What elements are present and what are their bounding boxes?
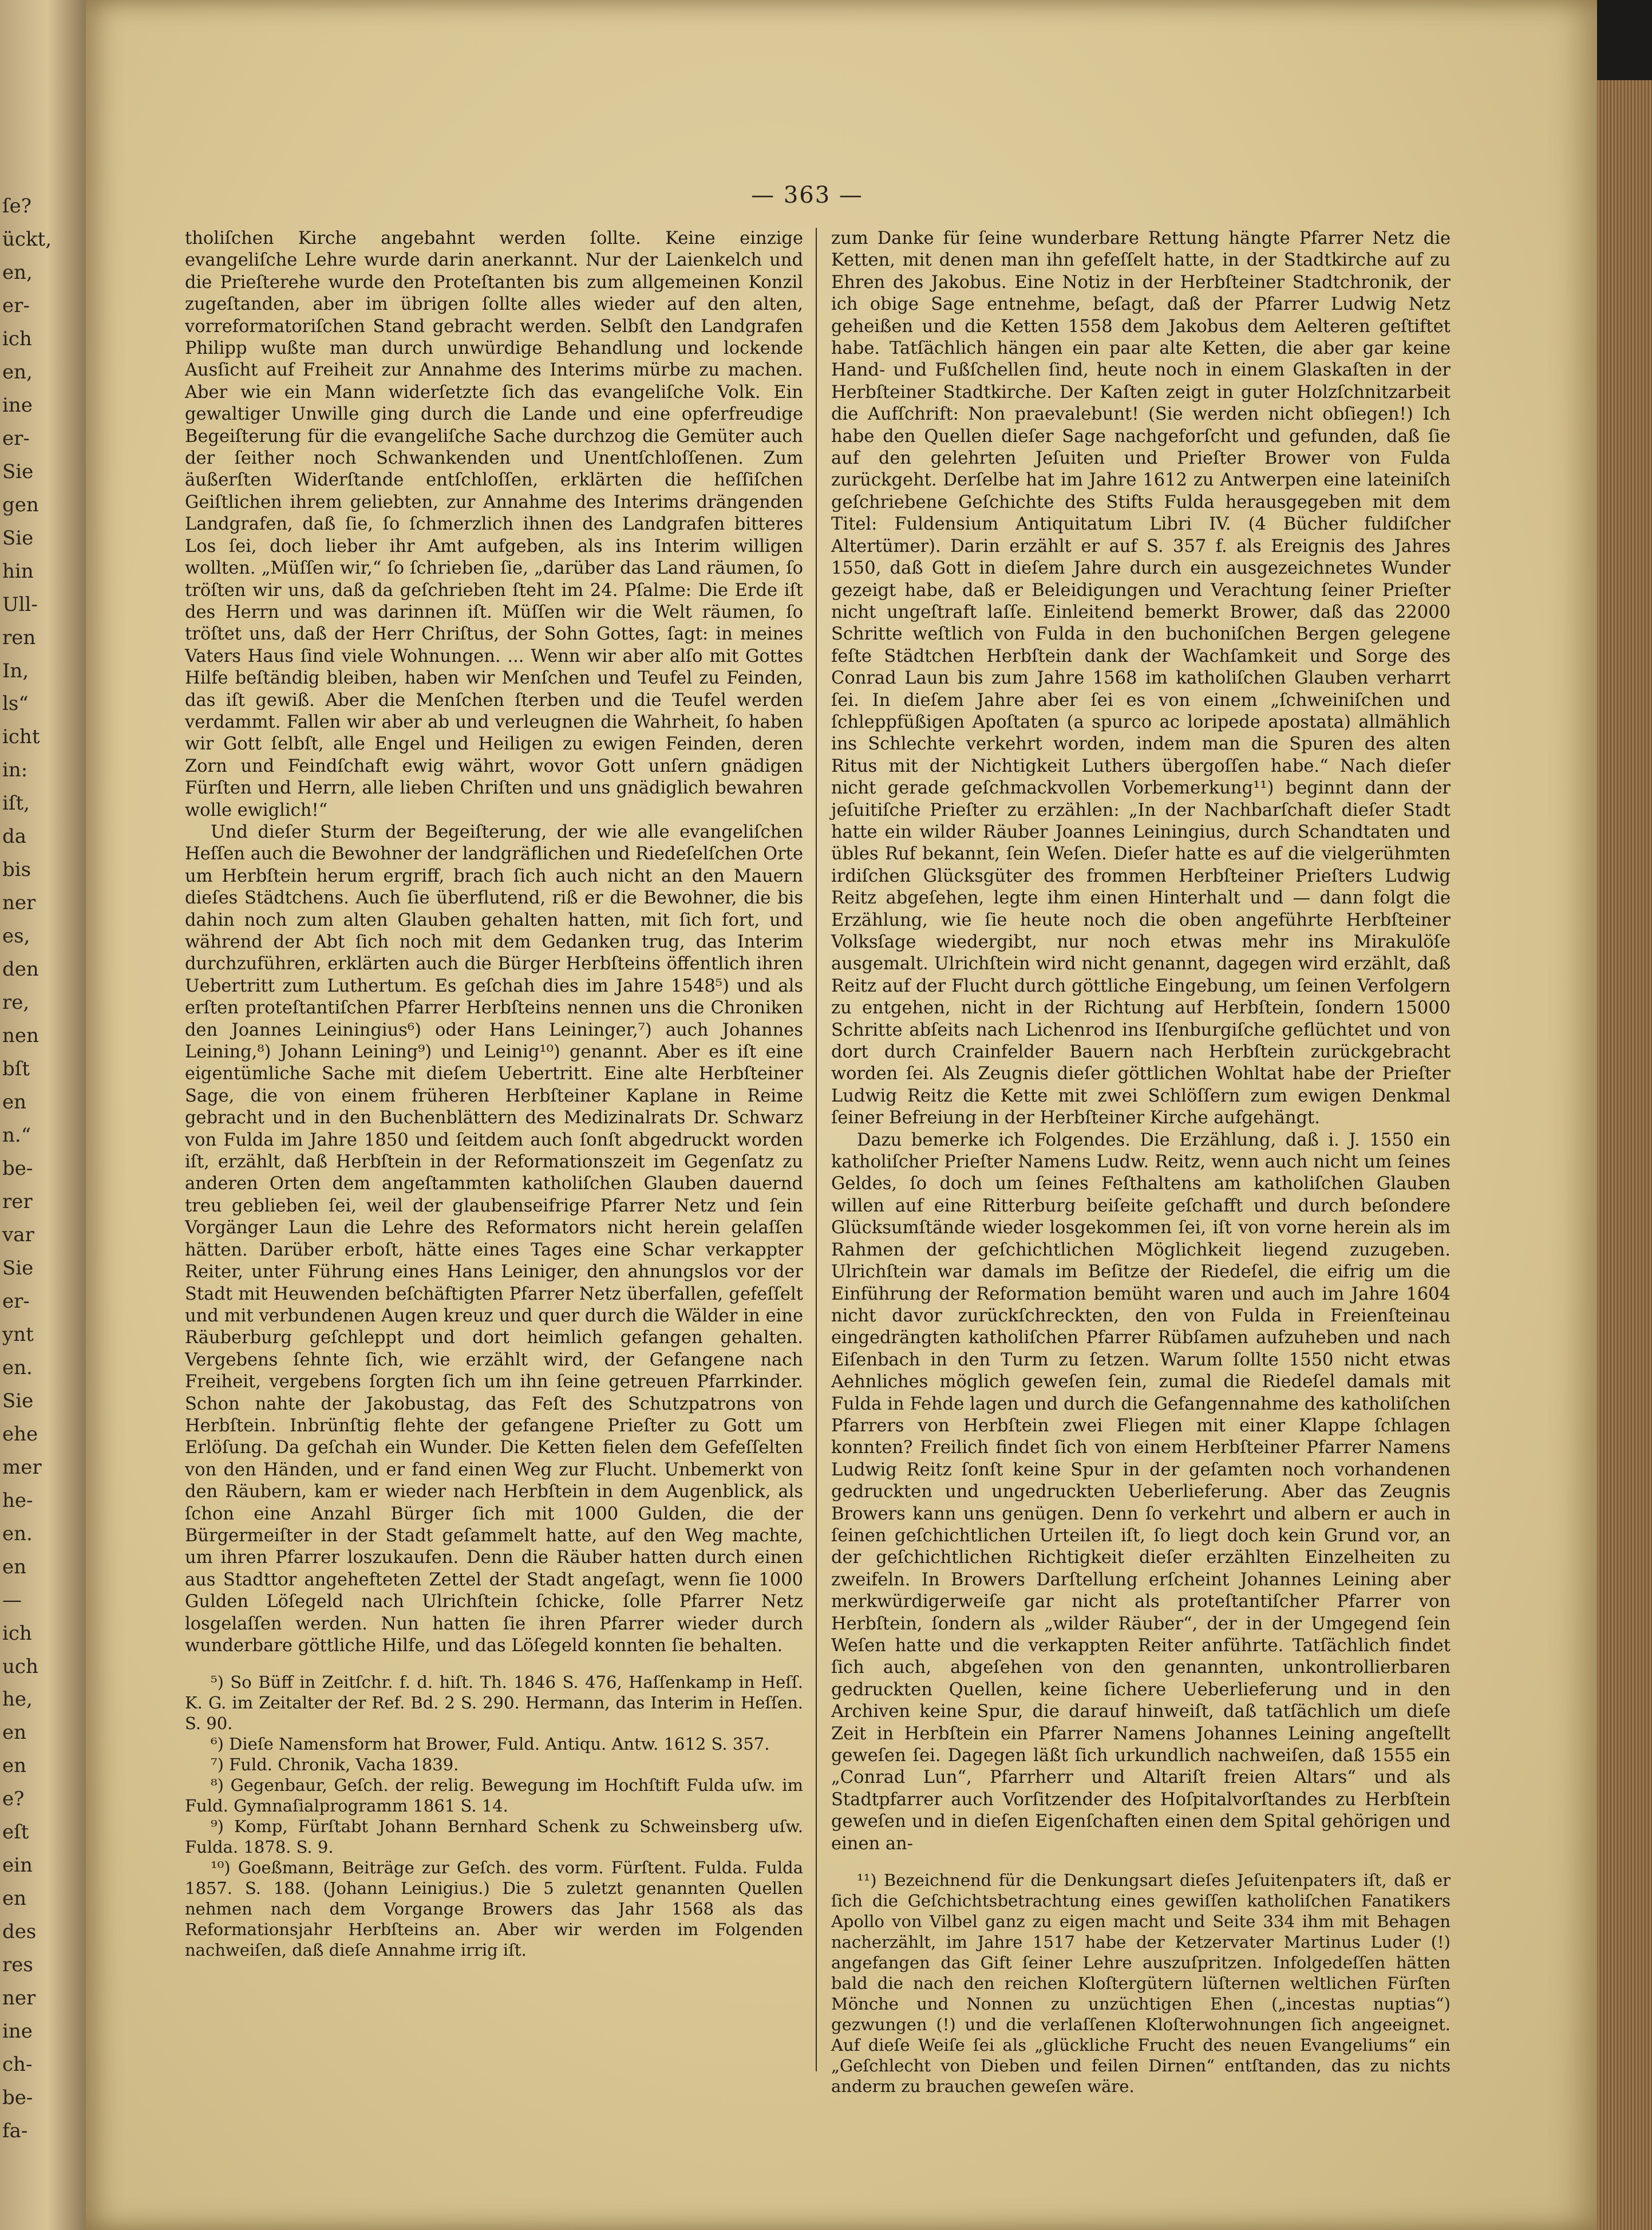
margin-fragment: en.: [2, 1522, 33, 1545]
margin-fragment: he,: [2, 1688, 33, 1711]
margin-fragment: bis: [2, 858, 31, 882]
margin-fragment: rer: [2, 1190, 33, 1213]
margin-fragment: des: [2, 1920, 37, 1944]
margin-fragment: n.“: [2, 1124, 31, 1147]
margin-fragment: ine: [2, 393, 33, 417]
footnote: ¹⁰) Goeßmann, Beiträge zur Geſch. des vorm. Fürſtent. Fulda. Fulda 1857. S. 188. (Johann Leinigius.) Die 5 zuletzt genannten Quellen nehmen nach dem Vorgange Browers das Jahr 1568 als das Reformationsjahr Herbſteins an. Aber wir werden im Folgenden nachweiſen, daß dieſe Annahme irrig iſt.: [185, 1858, 803, 1960]
right-column: [831, 228, 1451, 2097]
margin-fragment: Sie: [2, 460, 34, 483]
margin-fragment: icht: [2, 725, 40, 749]
margin-fragment: ch-: [2, 2053, 33, 2077]
margin-fragment: en,: [2, 360, 33, 384]
footnotes: [185, 1672, 803, 1960]
margin-fragment: ich: [2, 1621, 32, 1645]
margin-fragment: den: [2, 958, 39, 981]
paragraph: Und dieſer Sturm der Begeiſterung, der wie alle evangeliſchen Heſſen auch die Bewohner der landgräflichen und Riedeſelſchen Orte um Herbſtein herum ergriff, brach ſich auch nicht an den Mauern dieſes Städtchens. Auch ſie überflutend, riß er die Bewohner, die bis dahin noch zum alten Glauben gehalten hatten, mit ſich fort, und während der Abt ſich noch mit dem Gedanken trug, das Interim durchzuführen, erklärten auch die Bürger Herbſteins öffentlich ihren Uebertritt zum Luthertum. Es geſchah dies im Jahre 1548⁵) und als erſten proteſtantiſchen Pfarrer Herbſteins nennen uns die Chroniken den Joannes Leiningius⁶) oder Hans Leininger,⁷) auch Johannes Leining,⁸) Johann Leining⁹) und Leinig¹⁰) genannt. Aber es iſt eine eigentümliche Sache mit dieſem Uebertritt. Eine alte Herbſteiner Sage, die von einem früheren Herbſteiner Kaplane in Reime gebracht und in den Buchenblättern des Medizinalrats Dr. Schwarz von Fulda im Jahre 1850 und ſeitdem auch ſonſt abgedruckt worden iſt, erzählt, daß Herbſtein in der Reformationszeit im Gegenſatz zu anderen Orten dem angeſtammten katholiſchen Glauben dauernd treu geblieben ſei, weil der glaubenseifrige Pfarrer Netz und ſein Vorgänger Laun die Lehre des Reformators nicht herein gelaſſen hätten. Darüber erboſt, hätte eines Tages eine Schar verkappter Reiter, unter Führung eines Hans Leiniger, den ahnungslos vor der Stadt mit Heuwenden beſchäftigten Pfarrer Netz überfallen, gefeſſelt und mit verbundenen Augen kreuz und quer durch die Wälder in eine Räuberburg geſchleppt und dort heimlich gefangen gehalten. Vergebens ſehnte ſich, wie erzählt wird, der Gefangene nach Freiheit, vergebens ſorgten ſich um ihn ſeine getreuen Pfarrkinder. Schon nahte der Jakobustag, das Feſt des Schutzpatrons von Herbſtein. Inbrünſtig flehte der gefangene Prieſter zu Gott um Erlöſung. Da geſchah ein Wunder. Die Ketten fielen dem Gefeſſelten von den Händen, und er fand einen Weg zur Flucht. Unbemerkt von den Räubern, kam er wieder nach Herbſtein in dem Augenblick, als ſchon eine Anzahl Bürger ſich mit 1000 Gulden, die der Bürgermeiſter in der Stadt geſammelt hatte, auf den Weg machte, um ihren Pfarrer loszukaufen. Denn die Räuber hatten durch einen aus Stadttor angehefteten Zettel der Stadt angeſagt, wenn ſie 1000 Gulden Löſegeld nach Ulrichſtein ſchicke, ſolle Pfarrer Netz losgelaſſen werden. Nun hatten ſie ihren Pfarrer wieder durch wunderbare göttliche Hilfe, und das Löſegeld konnten ſie behalten.: [185, 822, 803, 1656]
margin-fragment: fa-: [2, 2120, 28, 2143]
margin-fragment: Sie: [2, 526, 34, 550]
left-column: [185, 228, 803, 1960]
margin-fragment: en,: [2, 261, 33, 284]
footnote: ⁵) So Büff in Zeitſchr. f. d. hiſt. Th. 1846 S. 476, Haſſenkamp in Heſſ. K. G. im Zeitalter der Ref. Bd. 2 S. 290. Hermann, das Interim in Heſſen. S. 90.: [185, 1672, 803, 1734]
footnote: ¹¹) Bezeichnend für die Denkungsart dieſes Jeſuitenpaters iſt, daß er ſich die Geſchichtsbetrachtung eines gewiſſen katholiſchen Fanatikers Apollo von Vilbel ganz zu eigen macht und Seite 334 ihm mit Behagen nacherzählt, im Jahre 1517 habe der Ketzervater Martinus Luder (!) angefangen das Gift ſeiner Lehre auszuſpritzen. Infolgedeſſen hätten bald die nach den reichen Kloſtergütern lüſternen weltlichen Fürſten Mönche und Nonnen zu unzüchtigen Ehen („incestas nuptias“) gezwungen (!) und die verlaſſenen Kloſterwohnungen ſich angeeignet. Auf dieſe Weiſe ſei als „glückliche Frucht des neuen Evangeliums“ ein „Geſchlecht von Dieben und feilen Dirnen“ entſtanden, das zu nichts anderm zu brauchen geweſen wäre.: [831, 1870, 1451, 2097]
paragraph: tholiſchen Kirche angebahnt werden ſollte. Keine einzige evangeliſche Lehre wurde darin anerkannt. Nur der Laienkelch und die Prieſterehe wurde den Proteſtanten bis zum allgemeinen Konzil zugeſtanden, aber im übrigen ſollte alles wieder auf den alten, vorreformatoriſchen Stand gebracht werden. Selbſt den Landgrafen Philipp wußte man durch unwürdige Behandlung und lockende Ausſicht auf Freiheit zur Annahme des Interims mürbe zu machen. Aber wie ein Mann widerſetzte ſich das evangeliſche Volk. Ein gewaltiger Unwille ging durch die Lande und eine opferfreudige Begeiſterung für die evangeliſche Sache durchzog die Gemüter auch der ſeither noch Schwankenden und Unentſchloſſenen. Zum äußerſten Widerſtande entſchloſſen, erklärten die heſſiſchen Geiſtlichen ihrem geliebten, zur Annahme des Interims drängenden Landgrafen, daß ſie, ſo ſchmerzlich ihnen des Landgrafen bitteres Los ſei, doch lieber ihr Amt aufgeben, als ins Interim willigen wollten. „Müſſen wir,“ ſo ſchrieben ſie, „darüber das Land räumen, ſo tröſten wir uns, daß da geſchrieben ſteht im 24. Pſalme: Die Erde iſt des Herrn und was darinnen iſt. Müſſen wir die Welt räumen, ſo tröſtet uns, daß der Herr Chriſtus, der Sohn Gottes, ſagt: in meines Vaters Haus ſind viele Wohnungen. ... Wenn wir aber alſo mit Gottes Hilfe beſtändig bleiben, haben wir Menſchen und Teufel zu Feinden, das iſt gewiß. Aber die Menſchen ſterben und die Teufel werden verdammt. Fallen wir aber ab und verleugnen die Wahrheit, ſo haben wir Gott ſelbſt, alle Engel und Heiligen zu ewigen Feinden, deren Zorn und Feindſchaft ewig währt, wovor Gott unſern gnädigen Fürſten und Herrn, alle lieben Chriſten und uns gnädiglich bewahren wolle ewiglich!“: [185, 228, 803, 820]
margin-fragment: e?: [2, 1787, 25, 1811]
margin-fragment: da: [2, 825, 27, 848]
paragraph: zum Danke für ſeine wunderbare Rettung hängte Pfarrer Netz die Ketten, mit denen man ihn gefeſſelt hatte, in der Stadtkirche auf zu Ehren des Jakobus. Eine Notiz in der Herbſteiner Stadtchronik, der ich obige Sage entnehme, beſagt, daß der Pfarrer Ludwig Netz geheißen und die Ketten 1558 dem Jakobus dem Aelteren geſtiftet habe. Tatſächlich hängen ein paar alte Ketten, die aber gar keine Hand- und Fußſchellen ſind, heute noch in einem Glaskaſten in der Herbſteiner Stadtkirche. Der Kaſten zeigt in guter Holzſchnitzarbeit die Aufſchrift: Non praevalebunt! (Sie werden nicht obſiegen!) Ich habe den Quellen dieſer Sage nachgeforſcht und gefunden, daß ſie auf den gelehrten Jeſuiten und Prieſter Brower von Fulda zurückgeht. Derſelbe hat im Jahre 1612 zu Antwerpen eine lateiniſch geſchriebene Geſchichte des Stifts Fulda herausgegeben mit dem Titel: Fuldensium Antiquitatum Libri IV. (4 Bücher fuldiſcher Altertümer). Darin erzählt er auf S. 357 f. als Ereignis des Jahres 1550, daß Gott in dieſem Jahre durch ein ausgezeichnetes Wunder gezeigt habe, daß er Beleidigungen und Verachtung ſeiner Prieſter nicht ungeſtraft laſſe. Einleitend bemerkt Brower, daß das 22000 Schritte weſtlich von Fulda in den buchoniſchen Bergen gelegene feſte Städtchen Herbſtein dank der Wachſamkeit und Sorge des Conrad Laun bis zum Jahre 1568 im katholiſchen Glauben verharrt ſei. In dieſem Jahre aber ſei es von einem „ſchweiniſchen und ſchleppfüßigen Apoſtaten (a spurco ac loripede apostata) allmählich ins Schlechte verkehrt worden, indem man die Spuren des alten Ritus mit der Nichtigkeit Luthers übergoſſen habe.“ Nach dieſer nicht gerade geſchmackvollen Vorbemerkung¹¹) beginnt dann der jeſuitiſche Prieſter zu erzählen: „In der Nachbarſchaft dieſer Stadt hatte ein wilder Räuber Joannes Leiningius, durch Schandtaten und übles Ruf bekannt, ſein Weſen. Dieſer hatte es auf die vielgerühmten irdiſchen Glücksgüter des frommen Herbſteiner Prieſters Ludwig Reitz abgeſehen, legte ihm einen Hinterhalt und — dann folgt die Erzählung, wie ſie heute noch die oben angeführte Herbſteiner Volksſage wiedergibt, nur noch etwas mehr ins Mirakulöſe ausgemalt. Ulrichſtein wird nicht genannt, dagegen wird erzählt, daß Reitz auf der Flucht durch göttliche Eingebung, um ſeinen Verfolgern zu entgehen, nicht in der Richtung auf Herbſtein, ſondern 15000 Schritte abſeits nach Lichenrod ins Iſenburgiſche geflüchtet und von dort durch Crainfelder Bauern nach Herbſtein zurückgebracht worden ſei. Als Zeugnis dieſer göttlichen Wohltat habe der Prieſter Ludwig Reitz die Kette mit zwei Schlöſſern zum ewigen Denkmal ſeiner Befreiung in der Herbſteiner Kirche aufgehängt.: [831, 228, 1451, 1128]
margin-fragment: er-: [2, 294, 30, 317]
margin-fragment: en: [2, 1091, 27, 1114]
margin-fragment: ückt,: [2, 227, 52, 251]
margin-fragment: en.: [2, 1356, 33, 1379]
margin-fragment: iſt,: [2, 792, 30, 815]
margin-fragment: er-: [2, 427, 30, 450]
margin-fragment: en: [2, 1887, 27, 1911]
margin-fragment: nen: [2, 1024, 39, 1048]
margin-fragment: he-: [2, 1489, 33, 1512]
background-corner: [1597, 0, 1652, 80]
margin-fragment: uch: [2, 1655, 38, 1678]
margin-fragment: eſt: [2, 1821, 29, 1844]
footnotes: [831, 1870, 1451, 2097]
margin-fragment: en: [2, 1754, 27, 1778]
page-number: — 363 —: [751, 182, 863, 208]
margin-fragment: ehe: [2, 1422, 38, 1446]
margin-fragment: in:: [2, 759, 28, 782]
margin-fragment: ſe?: [2, 195, 31, 218]
margin-fragment: er-: [2, 1289, 30, 1313]
footnote: ⁹) Komp, Fürſtabt Johann Bernhard Schenk zu Schweinsberg uſw. Fulda. 1878. S. 9.: [185, 1817, 803, 1857]
margin-fragment: be-: [2, 2086, 33, 2110]
page-edge-stack: [1597, 0, 1652, 2230]
margin-fragment: var: [2, 1223, 34, 1246]
column-divider: [816, 228, 817, 2071]
margin-fragment: ynt: [2, 1323, 34, 1346]
footnote: ⁷) Fuld. Chronik, Vacha 1839.: [211, 1755, 459, 1775]
margin-fragment: ren: [2, 626, 36, 649]
margin-fragment: bſt: [2, 1057, 30, 1081]
margin-fragment: In,: [2, 659, 29, 682]
margin-fragment: en: [2, 1721, 27, 1744]
margin-fragment: ein: [2, 1854, 33, 1877]
margin-fragment: ner: [2, 1987, 36, 2010]
margin-fragment: mer: [2, 1455, 42, 1479]
paragraph: Dazu bemerke ich Folgendes. Die Erzählung, daß i. J. 1550 ein katholiſcher Prieſter Namens Ludw. Reitz, wenn auch nicht um ſeines Geldes, ſo doch um ſeines Feſthaltens am katholiſchen Glauben willen auf eine Ritterburg beiſeite geſchafft und durch beſondere Glücksumſtände wieder losgekommen ſei, iſt von vorne herein als im Rahmen der geſchichtlichen Möglichkeit liegend zuzugeben. Ulrichſtein war damals im Beſitze der Riedeſel, die eifrig um die Einführung der Reformation bemüht waren und auch im Jahre 1604 nicht davor zurückſchreckten, den von Fulda in Freienſteinau eingedrängten katholiſchen Pfarrer Rübſamen aufzuheben und nach Eiſenbach in den Turm zu ſetzen. Warum ſollte 1550 nicht etwas Aehnliches möglich geweſen ſein, zumal die Riedeſel damals mit Fulda in Fehde lagen und durch die Gefangennahme des katholiſchen Pfarrers von Herbſtein zwei Fliegen mit einer Klappe ſchlagen konnten? Freilich findet ſich von einem Herbſteiner Pfarrer Namens Ludwig Reitz ſonſt keine Spur in der geſamten noch vorhandenen gedruckten und ungedruckten Ueberlieferung. Aber das Zeugnis Browers kann uns genügen. Denn ſo verkehrt und albern er auch in ſeinen geſchichtlichen Urteilen iſt, ſo liegt doch kein Grund vor, an der geſchichtlichen Richtigkeit dieſer erzählten Einzelheiten zu zweifeln. In Browers Darſtellung erſcheint Johannes Leining aber merkwürdigerweiſe gar nicht als proteſtantiſcher Pfarrer von Herbſtein, ſondern als „wilder Räuber“, der in der Umgegend ſein Weſen hatte und die verkappten Reiter anführte. Tatſächlich findet ſich auch, abgeſehen von den genannten, unkontrollierbaren gedruckten Quellen, keine ſichere Ueberlieferung und in den Archiven keine Spur, die darauf hinweiſt, daß tatſächlich um dieſe Zeit in Herbſtein ein Pfarrer Namens Johannes Leining angeſtellt geweſen ſei. Dagegen läßt ſich urkundlich nachweiſen, daß 1555 ein „Conrad Lun“, Pfarrherr und Altariſt freien Altars“ und als Stadtpfarrer auch Vorſitzender des Hoſpitalvorſtandes zu Herbſtein geweſen und in dieſen Eigenſchaften einen dem Spital gehörigen und einen an-: [831, 1130, 1451, 1854]
margin-fragment: re,: [2, 991, 30, 1015]
margin-fragment: res: [2, 1953, 33, 1977]
margin-fragment: be-: [2, 1157, 33, 1181]
margin-fragment: en: [2, 1555, 27, 1578]
margin-fragment: —: [2, 1588, 22, 1612]
margin-fragment: Sie: [2, 1256, 34, 1280]
adjacent-page-strip: [0, 0, 86, 2230]
margin-fragment: ls“: [2, 692, 29, 716]
margin-fragment: ine: [2, 2020, 33, 2043]
margin-fragment: es,: [2, 925, 30, 948]
margin-fragment: ner: [2, 891, 36, 915]
margin-fragment: ich: [2, 327, 32, 350]
footnote: ⁶) Dieſe Namensform hat Brower, Fuld. Antiqu. Antw. 1612 S. 357.: [211, 1734, 770, 1754]
margin-fragment: gen: [2, 493, 39, 516]
footnote: ⁸) Gegenbaur, Geſch. der relig. Bewegung im Hochſtift Fulda uſw. im Fuld. Gymnaſialprogramm 1861 S. 14.: [185, 1775, 803, 1816]
margin-fragment: Sie: [2, 1389, 34, 1412]
margin-fragment: hin: [2, 559, 34, 583]
margin-fragment: Ull-: [2, 593, 38, 616]
